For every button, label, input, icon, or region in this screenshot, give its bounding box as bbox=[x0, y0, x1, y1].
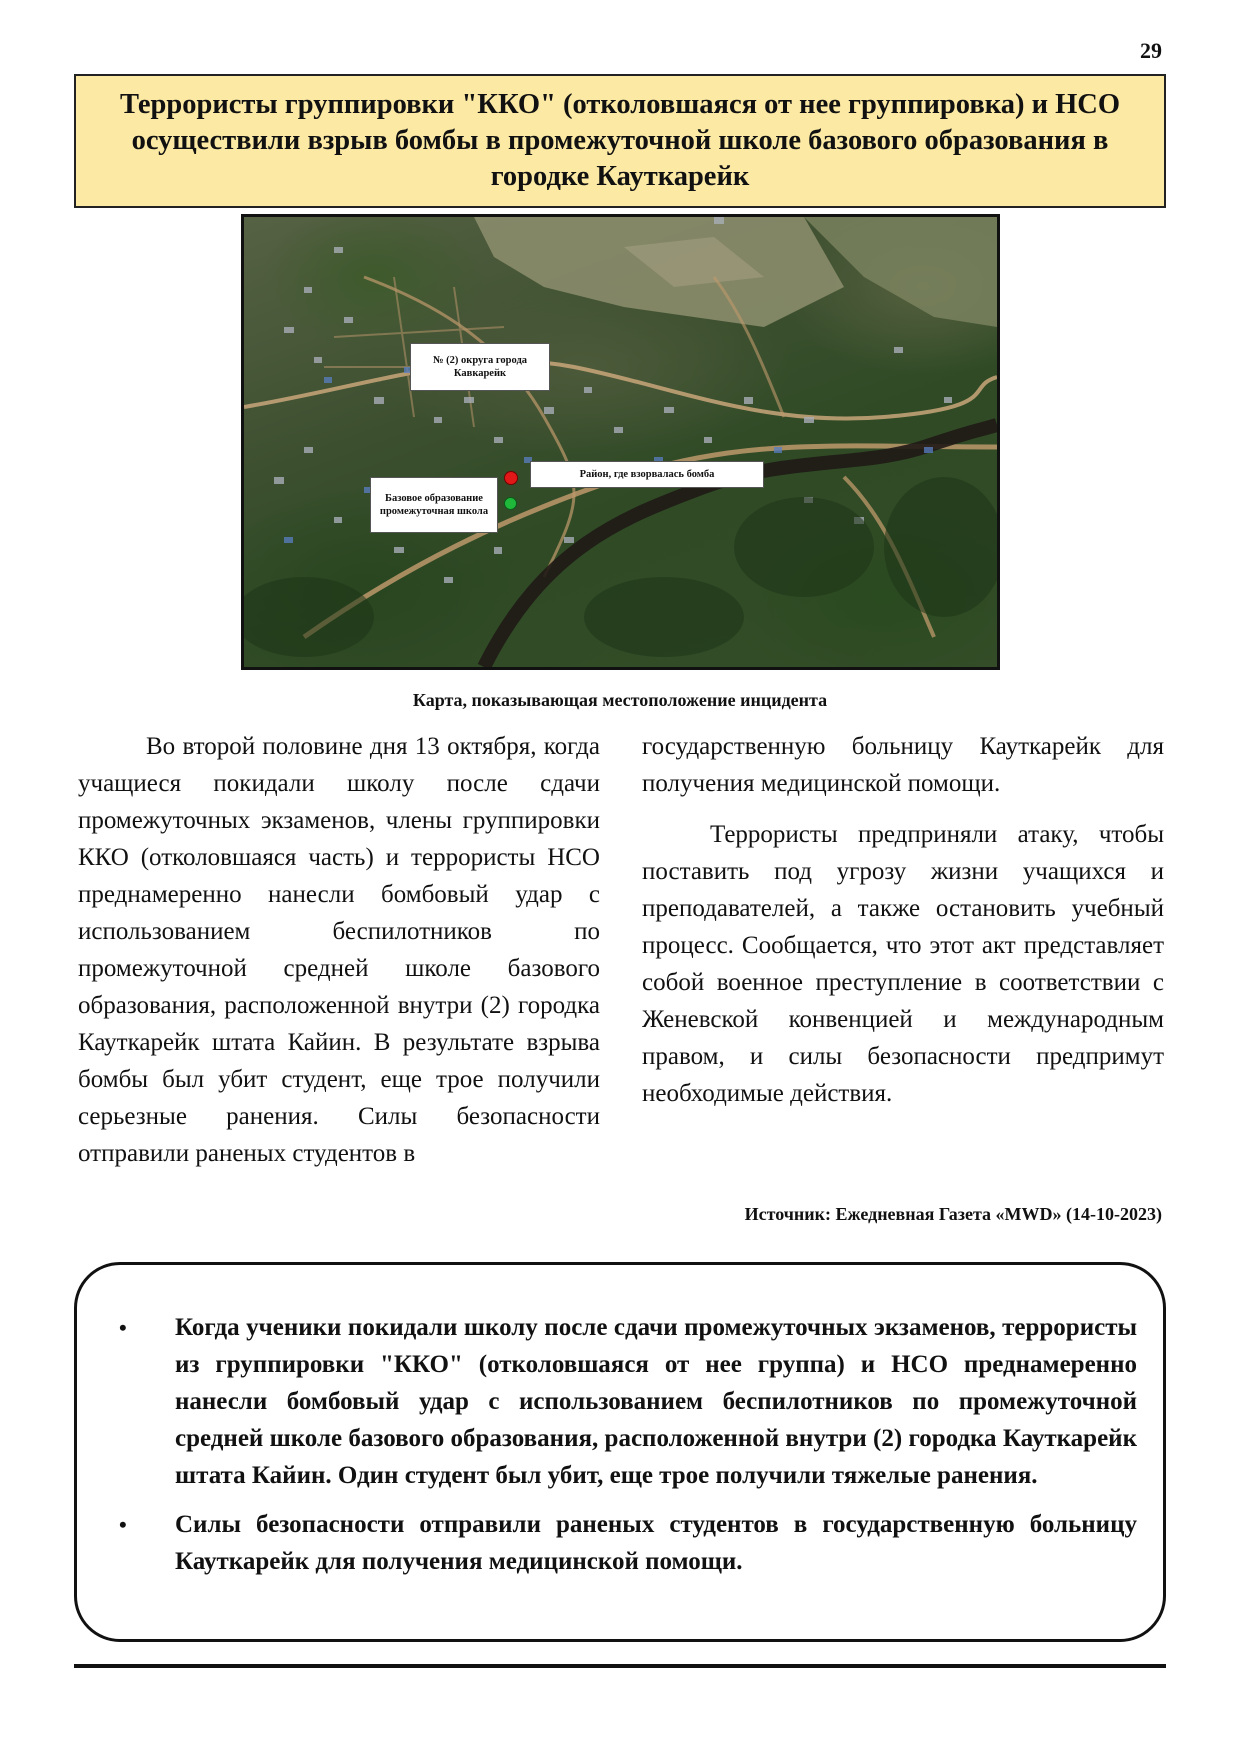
summary-box bbox=[74, 1262, 1166, 1642]
summary-item bbox=[113, 1506, 1137, 1580]
page-title: Террористы группировки "ККО" (отколовшаяся от нее группировка) и НСО осуществили взрыв бомбы в промежуточной школе базового образования в городке Кауткарейк bbox=[119, 89, 1121, 192]
summary-text-2: Силы безопасности отправили раненых студентов в государственную больницу Кауткарейк для получения медицинской помощи. bbox=[175, 1511, 1137, 1575]
summary-item bbox=[113, 1309, 1137, 1494]
article-paragraph-1-continued: государственную больницу Кауткарейк для получения медицинской помощи. bbox=[642, 733, 1164, 797]
bullet-icon: • bbox=[119, 1512, 127, 1537]
incident-map bbox=[241, 214, 1000, 670]
map-label-school: Базовое образование промежуточная школа bbox=[370, 477, 498, 533]
article-left-column bbox=[78, 728, 600, 1172]
school-location-marker bbox=[504, 497, 517, 510]
map-label-district: № (2) округа города Кавкарейк bbox=[410, 343, 550, 391]
map-caption: Карта, показывающая местоположение инцидента bbox=[412, 690, 828, 710]
map-label-bomb-area: Район, где взорвалась бомба bbox=[530, 461, 764, 488]
article-paragraph-2: Террористы предприняли атаку, чтобы поставить под угрозу жизни учащихся и преподавателей, а также остановить учебный процесс. Сообщается, что этот акт представляет собой военное преступление в соответствии с Женевской конвенцией и международным правом, и силы безопасности предпримут необходимые действия. bbox=[642, 821, 1164, 1107]
article-right-column bbox=[642, 728, 1164, 1112]
summary-list bbox=[113, 1309, 1137, 1580]
bullet-icon: • bbox=[119, 1315, 127, 1340]
article-paragraph-1: Во второй половине дня 13 октября, когда учащиеся покидали школу после сдачи промежуточных экзаменов, члены группировки ККО (отколовшаяся часть) и террористы НСО преднамеренно нанесли бомбовый удар с использованием беспилотников по промежуточной средней школе базового образования, расположенной внутри (2) городка Кауткарейк штата Кайин. В результате взрыва бомбы был убит студент, еще трое получили серьезные ранения. Силы безопасности отправили раненых студентов в bbox=[78, 733, 600, 1167]
article-source: Источник: Ежедневная Газета «MWD» (14-10-2023) bbox=[744, 1204, 1162, 1224]
title-banner bbox=[74, 74, 1166, 208]
page-number: 29 bbox=[1140, 38, 1162, 63]
footer-divider bbox=[74, 1664, 1166, 1668]
bomb-location-marker bbox=[504, 471, 518, 485]
summary-text-1: Когда ученики покидали школу после сдачи промежуточных экзаменов, террористы из группировки "ККО" (отколовшаяся от нее группа) и НСО преднамеренно нанесли бомбовый удар с использованием беспилотников по промежуточной средней школе базового образования, расположенной внутри (2) городка Кауткарейк штата Кайин. Один студент был убит, еще трое получили тяжелые ранения. bbox=[175, 1314, 1137, 1489]
satellite-imagery bbox=[244, 217, 997, 667]
